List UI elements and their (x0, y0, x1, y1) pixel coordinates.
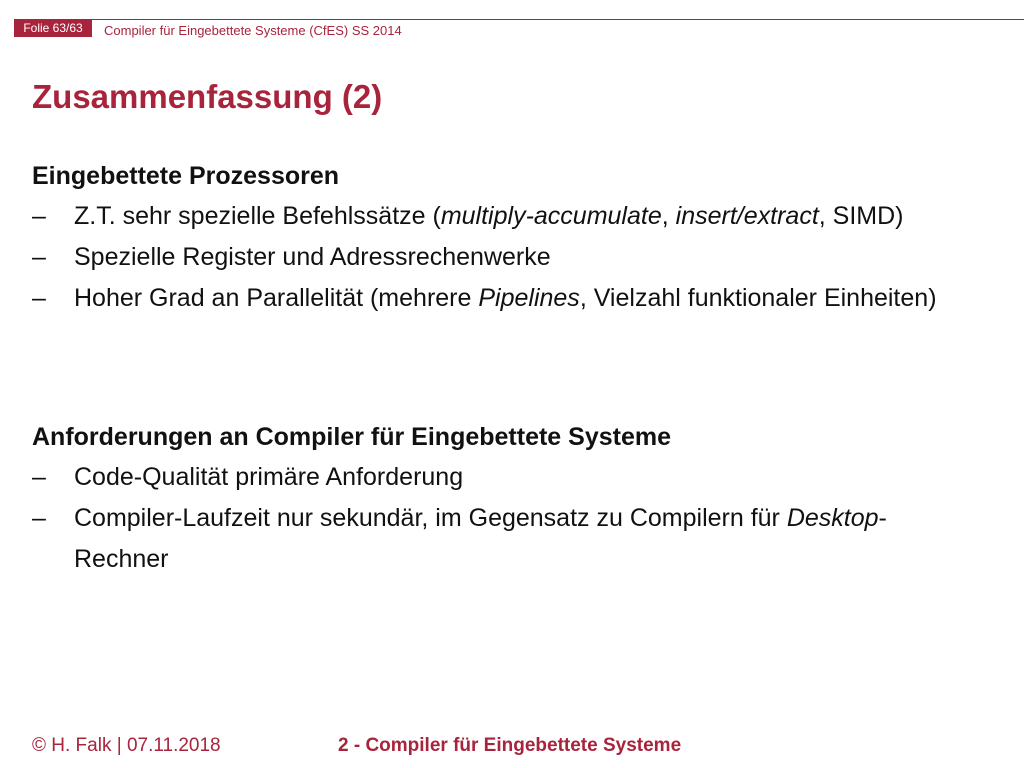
bullet-item (32, 457, 962, 498)
bullet-italic-term: insert/extract (675, 202, 819, 230)
bullet-text: , (661, 202, 676, 230)
bullet-text: -Rechner (74, 504, 887, 573)
footer-author-date: © H. Falk | 07.11.2018 (32, 735, 221, 756)
bullet-italic-term: multiply-accumulate (440, 202, 662, 230)
footer-chapter-title: 2 - Compiler für Eingebettete Systeme (338, 735, 682, 756)
bullet-dash: – (32, 504, 46, 532)
header-rule (14, 19, 1024, 20)
bullet-text: Hoher Grad an Parallelität (mehrere (74, 284, 479, 312)
page-title: Zusammenfassung (2) (32, 78, 383, 115)
bullet-dash: – (32, 202, 46, 230)
section-embedded-processors (32, 156, 962, 319)
section-compiler-requirements (32, 417, 962, 580)
bullet-text: Code-Qualität primäre Anforderung (74, 463, 464, 491)
section-heading: Eingebettete Prozessoren (32, 162, 340, 190)
bullet-text: Z.T. sehr spezielle Befehlssätze ( (74, 202, 441, 230)
bullet-dash: – (32, 243, 46, 271)
course-title: Compiler für Eingebettete Systeme (CfES) SS 2014 (104, 23, 402, 38)
bullet-item (32, 278, 962, 319)
bullet-text: Spezielle Register und Adressrechenwerke (74, 243, 551, 271)
bullet-text: Compiler-Laufzeit nur sekundär, im Gegensatz zu Compilern für (74, 504, 787, 532)
bullet-item (32, 498, 962, 580)
bullet-italic-term: Desktop (786, 504, 879, 532)
bullet-item (32, 196, 962, 237)
bullet-dash: – (32, 463, 46, 491)
slide-number-badge: Folie 63/63 (14, 20, 92, 37)
bullet-text: , Vielzahl funktionaler Einheiten) (579, 284, 937, 312)
bullet-text: , SIMD) (818, 202, 904, 230)
bullet-italic-term: Pipelines (478, 284, 580, 312)
bullet-item (32, 237, 962, 278)
bullet-dash: – (32, 284, 46, 312)
section-heading: Anforderungen an Compiler für Eingebettete Systeme (32, 423, 671, 451)
